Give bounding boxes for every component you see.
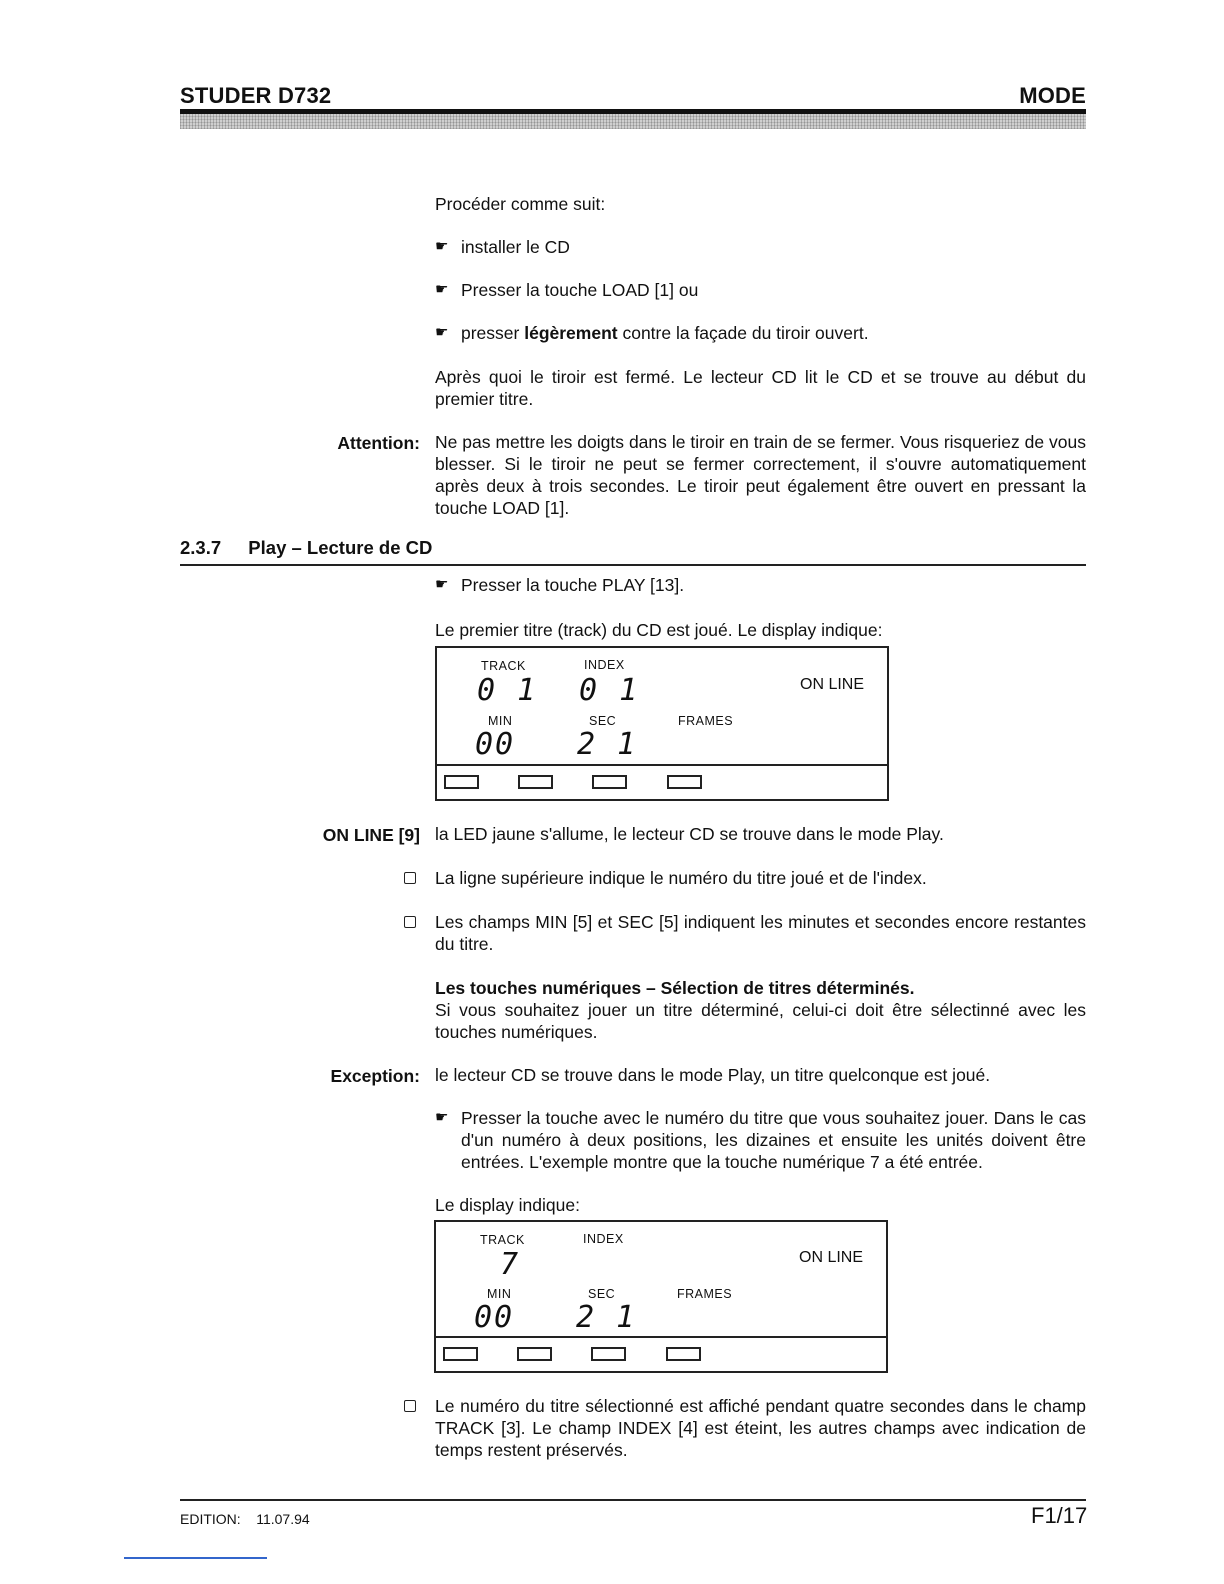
numeric-heading: Les touches numériques – Sélection de titres déterminés. bbox=[435, 978, 915, 998]
cd-display-1 bbox=[435, 646, 889, 801]
display-button bbox=[444, 775, 479, 789]
online-indicator: ON LINE bbox=[799, 1249, 864, 1266]
index-label: INDEX bbox=[584, 658, 625, 672]
section-number: 2.3.7 bbox=[180, 537, 222, 558]
bullet-item: ☛ installer le CD bbox=[435, 237, 570, 257]
sec-label: SEC bbox=[588, 1287, 616, 1301]
display-intro-text-2: Le display indique: bbox=[435, 1195, 580, 1215]
online-indicator: ON LINE bbox=[800, 676, 865, 693]
pointing-hand-icon: ☛ bbox=[435, 1109, 449, 1126]
section-title: Play – Lecture de CD bbox=[248, 537, 433, 558]
header-band bbox=[180, 109, 1086, 129]
pointing-hand-icon: ☛ bbox=[435, 238, 449, 255]
index-label: INDEX bbox=[583, 1232, 624, 1246]
numeric-block bbox=[435, 977, 1086, 1043]
display-button bbox=[666, 1347, 701, 1361]
display-button-row bbox=[436, 1336, 886, 1371]
section-rule bbox=[180, 564, 1086, 566]
display-button bbox=[443, 1347, 478, 1361]
sec-value: 2 1 bbox=[576, 1300, 637, 1335]
header-title: STUDER D732 bbox=[180, 83, 332, 108]
pointing-hand-icon: ☛ bbox=[435, 324, 449, 341]
check-item: Les champs MIN [5] et SEC [5] indiquent les minutes et secondes encore restantes du titre. bbox=[404, 911, 1086, 955]
bullet-item: ☛ Presser la touche PLAY [13]. bbox=[435, 575, 685, 595]
display-button-row bbox=[437, 764, 887, 799]
display-button bbox=[592, 775, 627, 789]
display-button bbox=[591, 1347, 626, 1361]
display-intro-text: Le premier titre (track) du CD est joué. Le display indique: bbox=[435, 620, 883, 640]
bullet-item: ☛ Presser la touche avec le numéro du titre que vous souhaitez jouer. Dans le cas d'un numéro à deux positions, les dizaines et ensuite les unités doivent être entrées. L'exemple montre que la touche numérique 7 a été entrée. bbox=[435, 1108, 1086, 1172]
section-heading bbox=[180, 537, 432, 559]
exception-label: Exception: bbox=[330, 1066, 420, 1086]
index-value: 0 1 bbox=[579, 673, 640, 708]
intro-text: Procéder comme suit: bbox=[435, 194, 606, 214]
after-load-text: Après quoi le tiroir est fermé. Le lecteur CD lit le CD et se trouve au début du premier titre. bbox=[435, 367, 1086, 409]
sec-value: 2 1 bbox=[577, 727, 638, 762]
min-label: MIN bbox=[487, 1287, 512, 1301]
exception-text: le lecteur CD se trouve dans le mode Play, un titre quelconque est joué. bbox=[435, 1065, 991, 1085]
display-button bbox=[517, 1347, 552, 1361]
cd-display-2 bbox=[434, 1220, 888, 1373]
display-button bbox=[667, 775, 702, 789]
track-value: 0 1 bbox=[477, 673, 538, 708]
check-item: Le numéro du titre sélectionné est affiché pendant quatre secondes dans le champ TRACK [3]. Le champ INDEX [4] est éteint, les autres champs avec indication de temps restent préservés. bbox=[404, 1395, 1086, 1461]
attention-text: Ne pas mettre les doigts dans le tiroir en train de se fermer. Vous risqueriez de vous blesser. Si le tiroir ne peut se fermer correctement, il s'ouvre automatiquement après deux à trois secondes. Le tiroir peut également être ouvert en pressant la touche LOAD [1]. bbox=[435, 432, 1086, 518]
attention-label: Attention: bbox=[337, 433, 420, 453]
check-item: La ligne supérieure indique le numéro du titre joué et de l'index. bbox=[404, 867, 1086, 889]
bullet-item: ☛ Presser la touche LOAD [1] ou bbox=[435, 280, 699, 300]
display-button bbox=[518, 775, 553, 789]
online-text: la LED jaune s'allume, le lecteur CD se trouve dans le mode Play. bbox=[435, 824, 944, 844]
header-subtitle: MODE bbox=[1019, 83, 1086, 108]
pointing-hand-icon: ☛ bbox=[435, 281, 449, 298]
online-label: ON LINE [9] bbox=[322, 825, 420, 845]
track-label: TRACK bbox=[481, 659, 526, 673]
min-value: 00 bbox=[475, 727, 516, 762]
bullet-item: ☛ presser légèrement contre la façade du tiroir ouvert. bbox=[435, 323, 869, 343]
frames-label: FRAMES bbox=[678, 714, 734, 728]
footnote-rule bbox=[124, 1557, 267, 1559]
checkbox-icon bbox=[404, 872, 416, 884]
track-label: TRACK bbox=[480, 1233, 525, 1247]
pointing-hand-icon: ☛ bbox=[435, 576, 449, 593]
min-value: 00 bbox=[474, 1300, 515, 1335]
checkbox-icon bbox=[404, 916, 416, 928]
frames-label: FRAMES bbox=[677, 1287, 733, 1301]
sec-label: SEC bbox=[589, 714, 617, 728]
footer-page-number: F1/17 bbox=[1031, 1503, 1088, 1528]
track-value: 7 bbox=[500, 1247, 521, 1282]
numeric-text: Si vous souhaitez jouer un titre déterminé, celui-ci doit être sélectinné avec les touches numériques. bbox=[435, 1000, 1086, 1042]
footer-rule bbox=[180, 1499, 1086, 1501]
min-label: MIN bbox=[488, 714, 513, 728]
checkbox-icon bbox=[404, 1400, 416, 1412]
footer-edition: EDITION: 11.07.94 bbox=[180, 1511, 310, 1527]
